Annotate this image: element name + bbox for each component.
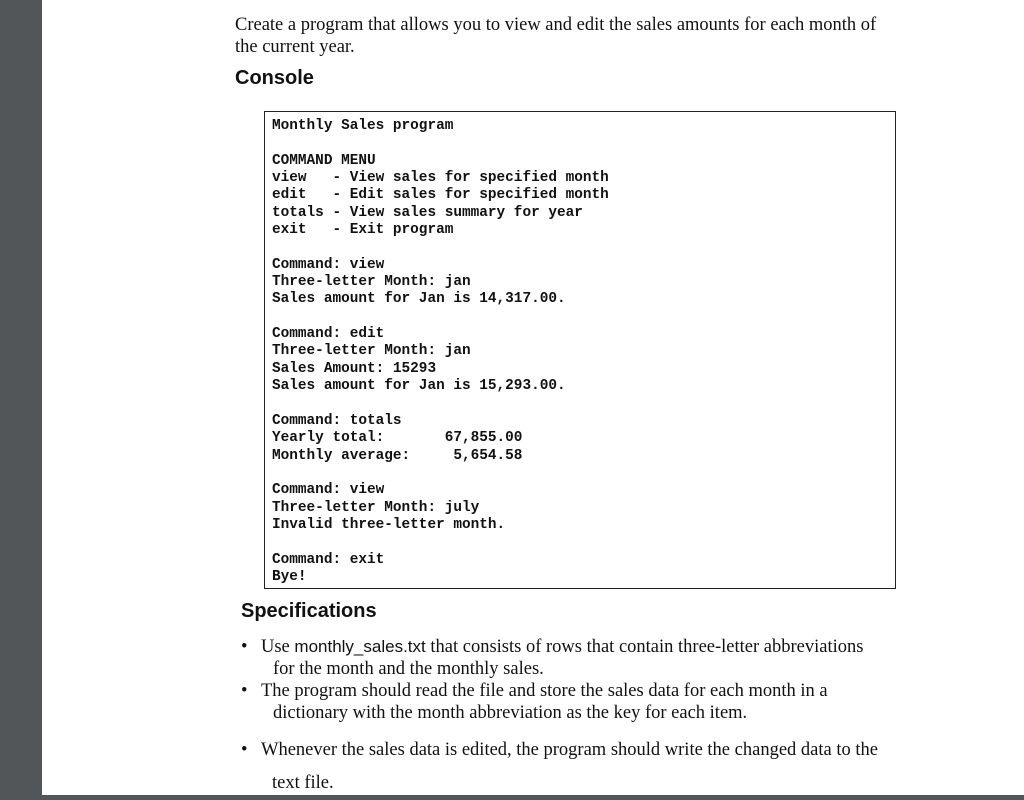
- spec-item-2-line1: The program should read the file and store the sales data for each month in a: [261, 681, 828, 701]
- console-output-box: [264, 111, 896, 589]
- spec-item-3-line2: text file.: [272, 773, 334, 793]
- intro-paragraph: [235, 14, 915, 58]
- bullet-icon: •: [241, 740, 248, 760]
- console-heading: Console: [235, 67, 314, 89]
- console-output-text: Monthly Sales program COMMAND MENU view - View sales for specified month edit - Edit sales for specified month totals - View sales summary for year exit - Exit program Command: view Three-letter Month: jan Sales amount for Jan is 14,317.00. Command: edit Three-letter Month: jan Sales Amount: 15293 Sales amount for Jan is 15,293.00. Command: totals Yearly total: 67,855.00 Monthly average: 5,654.58 Command: view Three-letter Month: july Invalid three-letter month. Command: exit Bye!: [272, 118, 609, 585]
- spec-item-1: [241, 636, 863, 680]
- spec-item-3-line1: Whenever the sales data is edited, the program should write the changed data to the: [261, 740, 878, 760]
- bullet-icon: •: [241, 681, 248, 701]
- spec-item-2: [241, 680, 828, 724]
- spec-item-1-prefix: Use: [261, 637, 295, 657]
- specifications-heading: Specifications: [241, 600, 377, 622]
- spec-item-1-line2: for the month and the monthly sales.: [273, 659, 544, 679]
- bullet-icon: •: [241, 637, 248, 657]
- spec-item-1-line1-rest: that consists of rows that contain three-letter abbreviations: [425, 637, 864, 657]
- spec-item-3: [241, 734, 878, 800]
- spec-item-2-line2: dictionary with the month abbreviation as the key for each item.: [273, 703, 748, 723]
- intro-line-2: the current year.: [235, 37, 355, 57]
- document-page: [42, 0, 1024, 795]
- spec-item-1-filename: monthly_sales.txt: [294, 637, 426, 656]
- viewer-gutter: [0, 0, 42, 795]
- intro-line-1: Create a program that allows you to view and edit the sales amounts for each month of: [235, 15, 877, 35]
